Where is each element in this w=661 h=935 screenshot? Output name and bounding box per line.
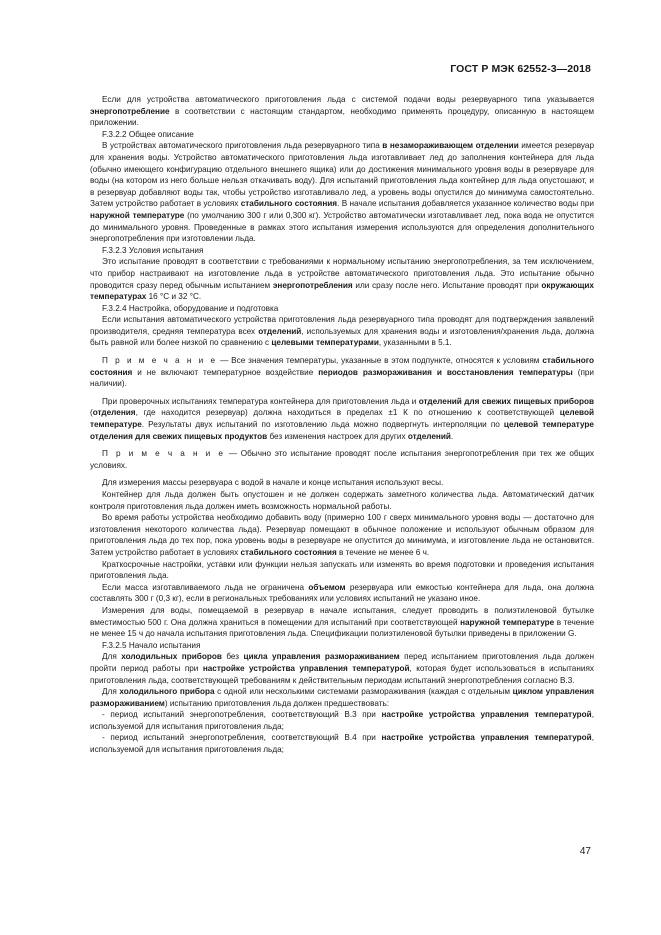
text-run: Контейнер для льда должен быть опустошен и не должен содержать заметного количества льда. Автоматический датчик контроля приготовления льда должен иметь возможность нормальной работы. bbox=[90, 490, 594, 511]
text-run: F.3.2.4 Настройка, оборудование и подготовка bbox=[102, 303, 279, 313]
bold-term: отделений bbox=[258, 326, 302, 336]
paragraph bbox=[90, 94, 594, 129]
note-label: П р и м е ч а н и е bbox=[102, 356, 218, 366]
text-run: , указанными в 5.1. bbox=[378, 338, 452, 348]
bold-term: стабильного состояния bbox=[240, 199, 338, 209]
bold-term: отделения bbox=[92, 408, 136, 418]
paragraph bbox=[90, 140, 594, 244]
text-run: резервуара или емкостью контейнера для льда, она должна составлять 300 г (0,3 кг), если в региональных требованиях или условиях испытаний не указано иное. bbox=[90, 582, 594, 604]
bold-term: наружной температуре bbox=[460, 617, 555, 627]
text-run: , которая будет использоваться в испытаниях приготовления льда, соответствующей требованиям к действительным периодам испытаний энергопотребления согласно В.3. bbox=[90, 663, 594, 685]
page-number: 47 bbox=[579, 846, 591, 857]
bold-term: целевой температуре отделения для свежих пищевых продуктов bbox=[90, 420, 594, 441]
text-run: ( bbox=[90, 408, 93, 418]
text-run: — Все значения температуры, указанные в этом подпункте, относятся к условиям bbox=[217, 356, 543, 366]
text-run: без bbox=[221, 652, 244, 662]
bold-term: целевыми температурами bbox=[271, 338, 379, 348]
text-run: , используемой для испытания приготовления льда; bbox=[90, 710, 594, 731]
text-run: (при наличии). bbox=[90, 367, 595, 389]
text-run: Для bbox=[102, 652, 122, 662]
paragraph bbox=[90, 314, 594, 349]
note-label: П р и м е ч а н и е bbox=[102, 449, 226, 459]
section-heading bbox=[90, 245, 594, 257]
bold-term: периодов размораживания и восстановления температуры bbox=[318, 367, 573, 377]
bold-term: окружающих температурах bbox=[90, 280, 594, 302]
text-run: В устройствах автоматического приготовления льда резервуарного типа bbox=[102, 141, 383, 151]
paragraph bbox=[90, 559, 594, 582]
document-body bbox=[90, 94, 594, 756]
bold-term: объемом bbox=[308, 582, 346, 592]
paragraph bbox=[90, 709, 594, 732]
bold-term: энергопотребления bbox=[272, 280, 353, 290]
section-heading bbox=[90, 129, 594, 141]
text-run: имеется резервуар для хранения воды. Устройство автоматического приготовления льда изготавливает лед до заполнения контейнера для льда (обычно имеющего конфигурацию отдельного внешнего ящика) или до достижения минимального уровня воды в резервуаре для воды (на котором из него больше нельзя откачивать воду). Для испытаний приготовления льда контейнер для льда опустошают, и в резервуар добавляют воды так, чтобы устройство изготавливало лед, а уровень воды опустился до минимума самостоятельно. Затем устройство работает в условиях bbox=[90, 141, 595, 209]
bold-term: цикла управления размораживанием bbox=[243, 652, 400, 662]
text-run: 16 °С и 32 °С. bbox=[146, 292, 202, 302]
text-run: - период испытаний энергопотребления, соответствующий В.4 при bbox=[102, 733, 382, 743]
bold-term: отделений для свежих пищевых приборов bbox=[418, 396, 594, 406]
text-run: Измерения для воды, помещаемой в резервуар в начале испытания, следует проводить в полиэтиленовой бутылке вместимостью 500 г. Она должна храниться в помещении для испытаний при соответствующей bbox=[90, 605, 594, 627]
paragraph bbox=[90, 448, 594, 471]
section-heading bbox=[90, 303, 594, 315]
bold-term: стабильного состояния bbox=[90, 356, 595, 377]
paragraph bbox=[90, 396, 594, 442]
bold-term: настройке устройства управления температурой bbox=[202, 663, 410, 673]
bold-term: в незамораживающем отделении bbox=[382, 141, 519, 151]
text-run: Это испытание проводят в соответствии с требованиями к нормальному испытанию энергопотребления, за тем исключением, что прибор настраивают на изготовление льда в устройстве автоматического приготовления льда. Это испытание обычно проводится сразу перед обычным испытанием bbox=[90, 257, 594, 290]
text-run: в течение не менее 6 ч. bbox=[336, 547, 430, 557]
bold-term: отделений bbox=[407, 431, 451, 441]
text-run: без изменения настроек для других bbox=[267, 431, 408, 441]
text-run: Если испытания автоматического устройства приготовления льда резервуарного типа проводят для подтверждения заявлений производителя, средняя температура всех bbox=[90, 315, 594, 336]
paragraph bbox=[90, 686, 594, 709]
text-run: Во время работы устройства необходимо добавить воду (примерно 100 г сверх минимального уровня воды — достаточно для изготовления некоторого количества льда). Резервуар помещают в обычное положение и используют обычным образом для приготовления льда до тех пор, пока уровень воды в резервуаре не опустится до минимума, и изготовление льда не остановится. Затем устройство работает в условиях bbox=[90, 513, 594, 557]
text-run: F.3.2.2 Общее описание bbox=[102, 129, 194, 139]
text-run: ) испытанию приготовления льда должен предшествовать: bbox=[164, 698, 390, 708]
text-run: Если для устройства автоматического приготовления льда с системой подачи воды резервуарного типа указывается bbox=[102, 95, 594, 104]
text-run: (по умолчанию 300 г или 0,300 кг). Устройство автоматически изготавливает лед, пока вода не опустится до минимального уровня. Проведенные в рамках этого испытания измерения используются для определения дополнительного энергопотребления при изготовлении льда. bbox=[90, 210, 594, 244]
paragraph bbox=[90, 651, 594, 686]
bold-term: энергопотребление bbox=[90, 106, 170, 116]
text-run: Краткосрочные настройки, уставки или функции нельзя запускать или изменять во время подготовки и проведения испытания приготовления льда. bbox=[90, 559, 594, 581]
text-run: F.3.2.5 Начало испытания bbox=[102, 640, 201, 650]
text-run: . Результаты двух испытаний по изготовлению льда можно подвергнуть интерполяции по bbox=[141, 420, 504, 430]
paragraph bbox=[90, 512, 594, 558]
text-run: перед испытанием приготовления льда должен пройти период работы при bbox=[90, 652, 595, 673]
text-run: в соответствии с настоящим стандартом, необходимо применять процедуру, описанную в настоящем приложении. bbox=[90, 106, 594, 128]
document-header: ГОСТ Р МЭК 62552-3—2018 bbox=[450, 63, 591, 75]
text-run: , где находится резервуар) должна находиться в пределах ±1 К по отношению к соответствующей bbox=[135, 408, 560, 418]
bold-term: настройке устройства управления температурой bbox=[381, 733, 592, 743]
paragraph bbox=[90, 489, 594, 512]
bold-term: целевой температуре bbox=[90, 408, 594, 430]
text-run: Если масса изготавливаемого льда не ограничена bbox=[102, 582, 309, 592]
text-run: с одной или несколькими системами размораживания (каждая с отдельным bbox=[214, 687, 513, 697]
text-run: . bbox=[450, 431, 454, 441]
paragraph bbox=[90, 605, 594, 640]
text-run: , используемых для хранения воды и изготовления/хранения льда, должна быть равной или более низкой по сравнению с bbox=[90, 326, 594, 348]
text-run: F.3.2.3 Условия испытания bbox=[102, 245, 204, 255]
bold-term: стабильного состояния bbox=[240, 547, 337, 557]
bold-term: наружной температуре bbox=[90, 210, 185, 220]
text-run: - период испытаний энергопотребления, соответствующий В.3 при bbox=[102, 710, 382, 720]
text-run: или сразу после него. Испытание проводят при bbox=[352, 280, 542, 290]
text-run: , используемой для испытания приготовления льда; bbox=[90, 733, 594, 755]
text-run: При проверочных испытаниях температура контейнера для приготовления льда и bbox=[102, 396, 419, 406]
bold-term: холодильных приборов bbox=[121, 652, 222, 662]
text-run: в течение не менее 15 ч до начала испытания приготовления льда. Спецификации полиэтиленовой бутылки приведены в приложении G. bbox=[90, 617, 594, 639]
text-run: Для измерения массы резервуара с водой в начале и конце испытания используют весы. bbox=[102, 478, 444, 488]
paragraph bbox=[90, 355, 594, 390]
paragraph bbox=[90, 732, 594, 755]
paragraph bbox=[90, 256, 594, 302]
bold-term: настройке устройства управления температурой bbox=[381, 710, 592, 720]
paragraph bbox=[90, 477, 594, 489]
bold-term: циклом управления размораживанием bbox=[90, 687, 594, 708]
text-run: . В начале испытания добавляется указанное количество воды при bbox=[337, 199, 594, 209]
text-run: — Обычно это испытание проводят после испытания энергопотребления при тех же общих условиях. bbox=[90, 449, 595, 470]
section-heading bbox=[90, 640, 594, 652]
bold-term: холодильного прибора bbox=[119, 687, 215, 697]
paragraph bbox=[90, 582, 594, 605]
text-run: Для bbox=[102, 687, 120, 697]
text-run: и не включают температурное воздействие bbox=[132, 367, 319, 377]
